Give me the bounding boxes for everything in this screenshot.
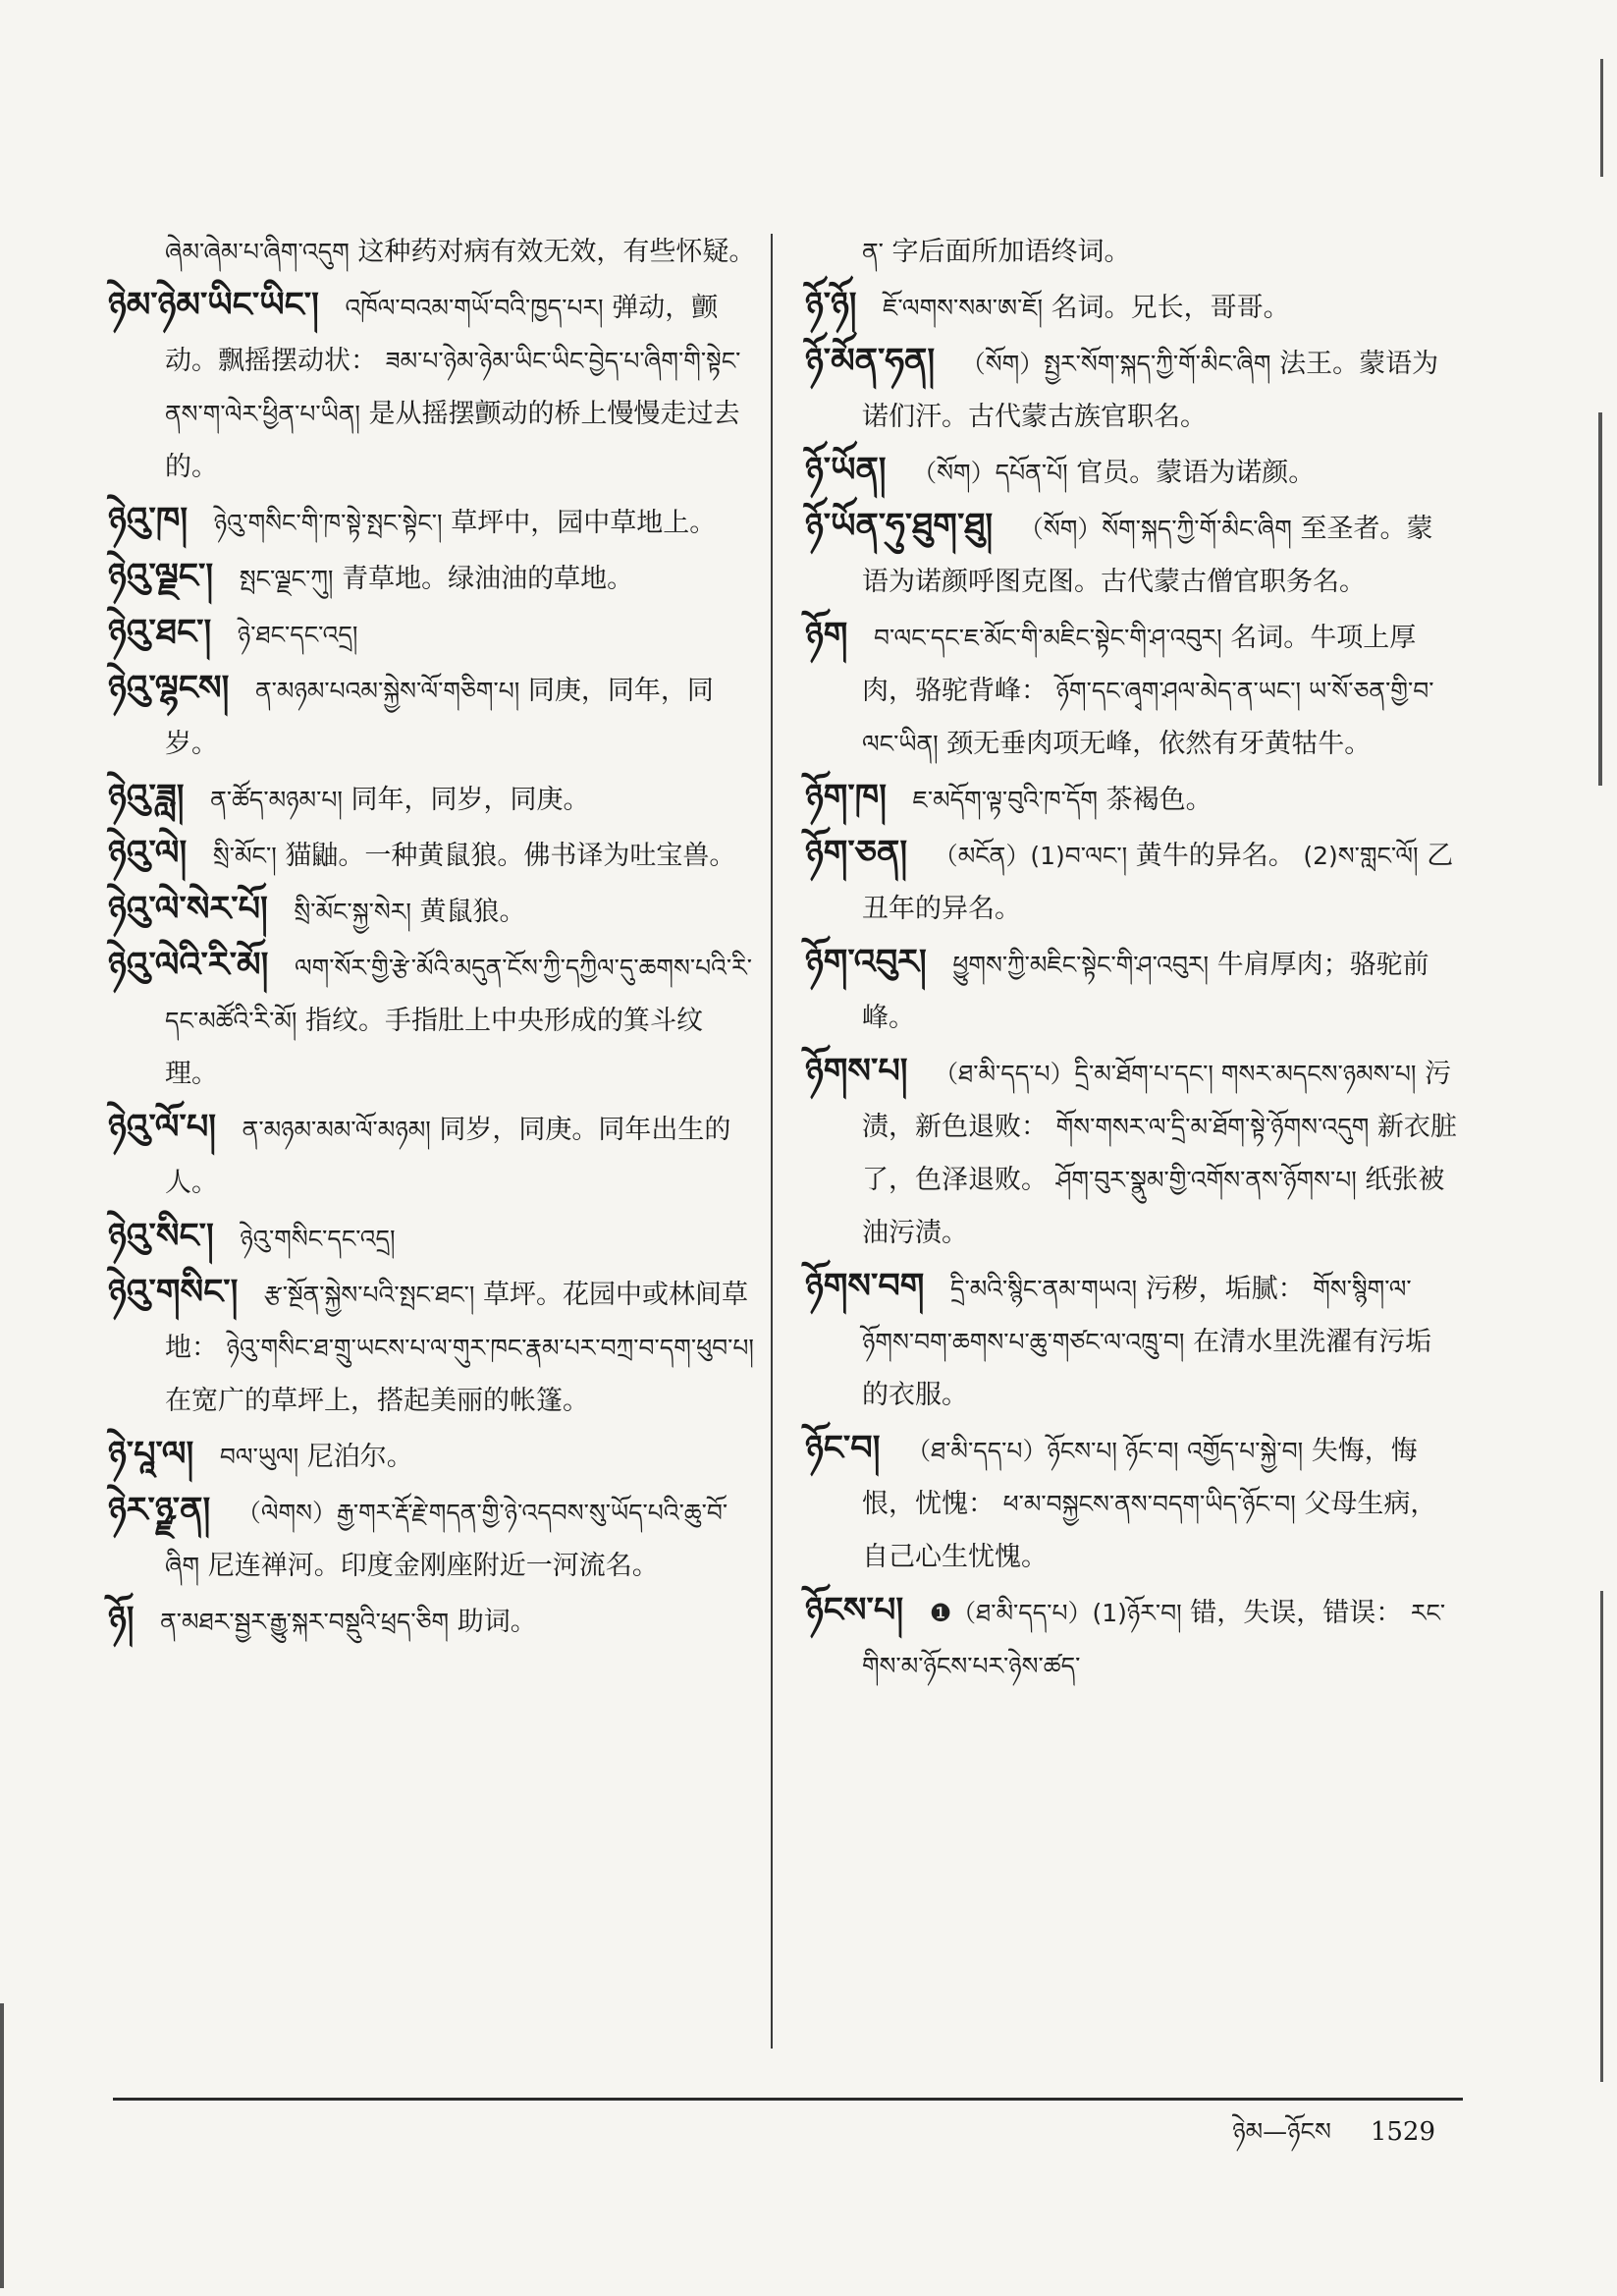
chinese-definition: 草坪中，园中草地上。 <box>451 508 717 538</box>
dictionary-entry <box>108 1484 756 1593</box>
tibetan-definition: ན་ཚོད་མཉམ་པ། <box>210 786 343 814</box>
dictionary-entry <box>108 226 756 279</box>
chinese-definition: 错，失误，错误： <box>1190 1598 1403 1628</box>
dictionary-entry <box>108 662 756 771</box>
footer-range: ཉེམ—ཉོངས <box>1232 2117 1331 2146</box>
chinese-example: 乙丑年的异名。 <box>862 841 1454 924</box>
headword: ཉེའུ་ཁ། <box>108 501 189 540</box>
dictionary-entry <box>805 609 1458 771</box>
dictionary-entry <box>108 771 756 827</box>
tibetan-definition: ཞེམ་ཞེམ་པ་ཞིག་འདུག <box>165 238 350 266</box>
headword: ཉེའུ་ལེ་སེར་པོ། <box>108 890 268 929</box>
headword: ཉེའུ་ཟླ། <box>108 778 185 817</box>
tibetan-definition: ཇ་མདོག་ལྟ་བུའི་ཁ་དོག <box>912 786 1098 814</box>
tibetan-definition: ཉེའུ་གསིང་གི་ཁ་སྟེ་སྤང་སྟེང་། <box>213 509 443 537</box>
chinese-definition: 猫鼬。一种黄鼠狼。佛书译为吐宝兽。 <box>285 841 736 871</box>
dictionary-entry <box>805 500 1458 609</box>
chinese-definition: 名词。兄长，哥哥。 <box>1051 293 1290 323</box>
tibetan-example: གོས་གསར་ལ་དྲི་མ་ཐོག་སྟེ་ཉོགས་འདུག <box>1055 1113 1370 1141</box>
tibetan-definition: དྲི་མའི་སྙིང་ནམ་གཡའ། <box>950 1275 1138 1303</box>
tibetan-example: འགྱོད་པ་སྐྱེ་བ། <box>1187 1437 1304 1465</box>
chinese-definition: 同年，同岁，同庚。 <box>350 785 590 815</box>
chinese-definition: 指纹。手指肚上中央形成的箕斗纹理。 <box>165 1006 704 1089</box>
tibetan-definition: སྤང་ལྗང་ཀུ། <box>239 565 334 593</box>
chinese-definition: 同庚，同年，同岁。 <box>165 676 714 759</box>
dictionary-entry <box>108 606 756 662</box>
dictionary-entry <box>805 279 1458 335</box>
chinese-definition: 至圣者。蒙语为诺颜呼图克图。古代蒙古僧官职务名。 <box>862 514 1433 597</box>
headword: ཉོགས་པ། <box>805 1052 908 1091</box>
tibetan-example: ཉེའུ་གསིང་ཐ་གྲུ་ཡངས་པ་ལ་གུར་ཁང་རྣམ་པར་བཀྲ་བ་དག་ཕུབ་པ། <box>226 1334 754 1362</box>
chinese-definition: 弹动，颤动。飘摇摆动状： <box>165 293 719 376</box>
tibetan-definition: ཉེ་ཐང་དང་འདྲ། <box>237 621 358 649</box>
headword: ཉོགས་བག <box>805 1267 925 1306</box>
chinese-definition: 这种药对病有效无效，有些怀疑。 <box>357 237 756 267</box>
headword: ཉོ་མོན་ཧན། <box>805 342 936 381</box>
headword: ཉེའུ་ལེ། <box>108 834 188 873</box>
chinese-definition: 污渍，新色退败： <box>862 1059 1452 1142</box>
left-column <box>108 226 756 1649</box>
dictionary-entry <box>805 335 1458 444</box>
dictionary-entry <box>108 827 756 883</box>
column-divider <box>771 234 773 2049</box>
scan-edge-mark <box>1600 1591 1603 2082</box>
chinese-definition: 青草地。绿油油的草地。 <box>342 564 634 594</box>
tibetan-definition: （ཐ་མི་དད་པ）དྲི་མ་ཐོག་པ་དང་། གསར་མདངས་ཉམས་པ། <box>934 1060 1417 1088</box>
tibetan-definition: ❶（ཐ་མི་དད་པ）(1)ཉོར་བ། <box>929 1599 1182 1627</box>
tibetan-example: རང་གིས་མ་ཉོངས་པར་ཉེས་ཚད་ <box>862 1599 1446 1680</box>
tibetan-definition: སྲི་མོང་། <box>212 842 277 870</box>
dictionary-entry <box>805 226 1458 279</box>
dictionary-entry <box>108 1101 756 1210</box>
chinese-definition: 黄牛的异名。 <box>1135 841 1295 871</box>
tibetan-definition: （མངོན）(1)བ་ལང་། <box>933 842 1128 870</box>
tibetan-definition: ཇོ་ལགས་སམ་ཨ་ཇོ། <box>883 294 1044 322</box>
scan-edge-mark <box>1600 59 1603 177</box>
tibetan-definition: ལག་སོར་གྱི་རྩེ་མོའི་མདུན་ངོས་ཀྱི་དཀྱིལ་དུ་ཆགས་པའི་རི་དང་མཚོའི་རི་མོ། <box>165 954 753 1035</box>
dictionary-entry <box>805 771 1458 827</box>
tibetan-example: ཕ་མ་བསྐྱངས་ནས་བདག་ཡིད་ཉོང་བ། <box>1002 1490 1296 1518</box>
chinese-example: 新衣脏了，色泽退败。 <box>862 1112 1457 1195</box>
headword: ཉེམ་ཉེམ་ཡིང་ཡིང་། <box>108 286 319 325</box>
dictionary-entry <box>108 883 756 939</box>
headword: ཉེའུ་སིང་། <box>108 1217 214 1256</box>
headword: ཉོ་ཡོན་ཧུ་ཐུག་ཐུ། <box>805 507 994 546</box>
dictionary-entry <box>108 550 756 606</box>
headword: ཉོ་ཉོ། <box>805 286 857 325</box>
chinese-definition: 名词。牛项上厚肉，骆驼背峰： <box>862 623 1417 706</box>
chinese-definition: 尼连禅河。印度金刚座附近一河流名。 <box>207 1551 659 1581</box>
dictionary-entry <box>805 1422 1458 1584</box>
chinese-definition: 茶褐色。 <box>1105 785 1213 815</box>
dictionary-entry <box>805 1260 1458 1422</box>
headword: ཉོག་ཁ། <box>805 778 887 817</box>
headword: ཉེའུ་ལེའི་རི་མོ། <box>108 946 269 985</box>
chinese-definition: 字后面所加语终词。 <box>891 237 1131 267</box>
chinese-example: 颈无垂肉项无峰，依然有牙黄牯牛。 <box>946 729 1372 759</box>
dictionary-entry <box>805 1584 1458 1693</box>
dictionary-entry <box>805 827 1458 936</box>
page-number: 1529 <box>1370 2117 1435 2147</box>
chinese-example: 父母生病，自己心生忧愧。 <box>862 1489 1437 1572</box>
dictionary-entry <box>108 1593 756 1649</box>
headword: ཉེའུ་གསིང་། <box>108 1273 239 1312</box>
tibetan-definition: ན་མཉམ་པའམ་སྐྱེས་ལོ་གཅིག་པ། <box>254 677 520 705</box>
right-column <box>805 226 1458 1693</box>
chinese-example: 是从摇摆颤动的桥上慢慢走过去的。 <box>165 399 740 482</box>
chinese-example: 在清水里洗濯有污垢的衣服。 <box>862 1327 1432 1410</box>
dictionary-entry <box>805 936 1458 1045</box>
tibetan-definition: ན་མཉམ་མམ་ལོ་མཉམ། <box>242 1116 431 1144</box>
dictionary-entry <box>108 1428 756 1484</box>
tibetan-definition: རྩ་སྔོན་སྐྱེས་པའི་སྤང་ཐང་། <box>264 1281 475 1309</box>
chinese-example: 在宽广的草坪上，搭起美丽的帐篷。 <box>165 1386 589 1416</box>
tibetan-definition: བ་ལང་དང་ཇ་མོང་གི་མཇིང་སྟེང་གི་ཤ་འབུར། <box>873 624 1222 652</box>
scan-edge-mark <box>0 2003 4 2288</box>
tibetan-definition: （ལེགས）རྒྱ་གར་རྡོ་རྗེ་གདན་གྱི་ཉེ་འདབས་སུ་ཡོད་པའི་ཆུ་བོ་ཞིག <box>165 1499 728 1580</box>
page-footer <box>1232 2104 1435 2173</box>
dictionary-entry <box>108 1266 756 1428</box>
chinese-definition: 牛肩厚肉；骆驼前峰。 <box>862 950 1429 1033</box>
headword: ཉེའུ་ཐང་། <box>108 613 212 652</box>
tibetan-example: ཟམ་པ་ཉེམ་ཉེམ་ཡིང་ཡིང་བྱེད་པ་ཞིག་གི་སྟེང་ནས་ག་ལེར་ཕྱིན་པ་ཡིན། <box>165 347 741 428</box>
tibetan-example: ཤོག་བུར་སྣུམ་གྱི་འགོས་ནས་ཉོགས་པ། <box>1055 1166 1357 1194</box>
chinese-definition: 草坪。花园中或林间草地： <box>165 1280 749 1363</box>
chinese-example: 失悔，悔恨，忧愧： <box>862 1436 1418 1519</box>
headword: ཉེའུ་ལོ་པ། <box>108 1108 217 1147</box>
headword: ཉོངས་པ། <box>805 1591 904 1630</box>
chinese-definition: 黄鼠狼。 <box>419 897 526 927</box>
headword: ཉེའུ་ལྷངས། <box>108 669 230 708</box>
tibetan-example: ཉོག་དང་ཞྭག་ཤལ་མེད་ན་ཡང་། ཡ་སོ་ཅན་གྱི་བ་ལང་ཡིན། <box>862 677 1434 758</box>
headword: ཉོག་འབུར། <box>805 943 927 982</box>
chinese-definition: 法王。蒙语为诺们汗。古代蒙古族官职名。 <box>862 349 1439 432</box>
chinese-definition: 尼泊尔。 <box>306 1442 413 1472</box>
headword: ཉོག <box>805 616 848 655</box>
headword: ཉོ་ཡོན། <box>805 451 887 490</box>
dictionary-entry <box>805 444 1458 500</box>
footer-rule <box>113 2098 1463 2101</box>
tibetan-definition: ན་མཐར་སྦྱར་རྒྱུ་སྐར་བསྡུའི་ཕྲད་ཅིག <box>160 1608 450 1636</box>
chinese-example: 纸张被油污渍。 <box>862 1165 1445 1248</box>
tibetan-definition: （སོག）སྤྱར་སོག་སྐད་ཀྱི་གོ་མིང་ཞིག <box>960 350 1271 378</box>
headword: ཉོག་ཅན། <box>805 834 908 873</box>
tibetan-definition: ན་ <box>862 238 884 266</box>
headword: ཉེར་ཉྫ་ན། <box>108 1491 211 1530</box>
chinese-definition: 同岁，同庚。同年出生的人。 <box>165 1115 731 1198</box>
headword: ཉོ། <box>108 1600 135 1639</box>
tibetan-definition: འཁོལ་བའམ་གཡོ་བའི་ཁྱད་པར། <box>345 294 604 322</box>
chinese-definition: 污秽，垢腻： <box>1145 1274 1305 1304</box>
tibetan-definition: （སོག）དཔོན་པོ། <box>912 459 1068 487</box>
dictionary-entry <box>108 279 756 494</box>
tibetan-definition: ཕྱུགས་ཀྱི་མཇིང་སྟེང་གི་ཤ་འབུར། <box>952 951 1210 979</box>
tibetan-example: (2)ས་གླང་ལོ། <box>1303 842 1419 870</box>
tibetan-definition: （སོག）སོག་སྐད་ཀྱི་གོ་མིང་ཞིག <box>1018 515 1292 543</box>
dictionary-entry <box>108 939 756 1101</box>
tibetan-definition: སྲི་མོང་སྐྱ་སེར། <box>294 898 411 926</box>
dictionary-entry <box>108 494 756 550</box>
headword: ཉེའུ་ལྗང་། <box>108 557 214 596</box>
chinese-definition: 助词。 <box>457 1607 537 1637</box>
tibetan-definition: བལ་ཡུལ། <box>219 1443 299 1471</box>
tibetan-example: གོས་སྙིག་ལ་ཉོགས་བག་ཆགས་པ་ཆུ་གཙང་ལ་འཁྲུ་བ། <box>862 1275 1412 1356</box>
chinese-definition: 官员。蒙语为诺颜。 <box>1076 458 1316 488</box>
scan-edge-mark <box>1598 412 1602 786</box>
tibetan-definition: （ཐ་མི་དད་པ）ཉོངས་པ། ཉོང་བ། <box>906 1437 1179 1465</box>
headword: ཉོང་བ། <box>805 1429 881 1468</box>
headword: ཉེ་པཱ་ལ། <box>108 1435 194 1474</box>
tibetan-definition: ཉེའུ་གསིང་དང་འདྲ། <box>240 1225 396 1253</box>
dictionary-entry <box>108 1210 756 1266</box>
dictionary-entry <box>805 1045 1458 1260</box>
